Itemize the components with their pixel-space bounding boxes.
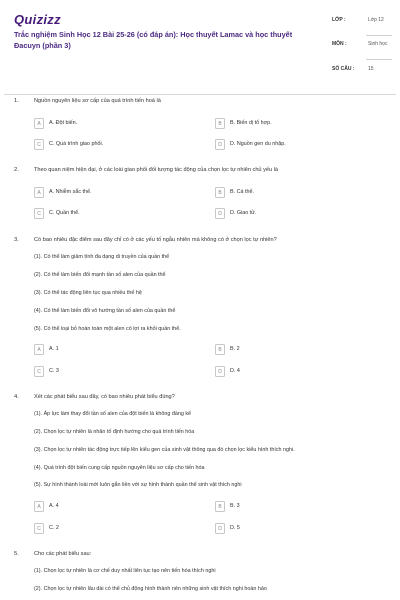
- option-b[interactable]: [215, 118, 365, 130]
- option-text: C. 2: [49, 525, 59, 531]
- statement: (4). Có thể làm biến đổi vô hướng tần số alen của quần thể: [34, 308, 176, 314]
- question-number: 5.: [14, 551, 19, 557]
- option-letter-box: A: [34, 501, 44, 512]
- statement: (1). Chọn lọc tự nhiên là cơ chế duy nhất liên tục tạo nên tiến hóa thích nghi: [34, 568, 216, 574]
- option-text: B. 2: [230, 346, 240, 352]
- quizizz-logo[interactable]: Quizizz: [14, 12, 61, 27]
- option-c[interactable]: [34, 523, 184, 535]
- option-letter-box: C: [34, 139, 44, 150]
- option-text: D. 4: [230, 368, 240, 374]
- question-number: 4.: [14, 394, 19, 400]
- statement: (3). Chọn lọc tự nhiên tác động trực tiếp lên kiểu gen của sinh vật thông qua đó chọn lọc kiểu hình thích nghi.: [34, 447, 295, 453]
- option-letter-box: A: [34, 344, 44, 355]
- statement: (1). Áp lực làm thay đổi tần số alen của đột biến là không đáng kể: [34, 411, 192, 417]
- option-letter-box: C: [34, 523, 44, 534]
- mon-value: Sinh học: [368, 41, 388, 47]
- question-text: Có bao nhiêu đặc điểm sau đây chỉ có ở các yếu tố ngẫu nhiên mà không có ở chọn lọc tự nhiên?: [34, 237, 277, 243]
- option-text: D. Giao tử.: [230, 210, 257, 216]
- option-b[interactable]: [215, 501, 365, 513]
- lop-value: Lớp 12: [368, 17, 384, 23]
- meta-divider: [366, 35, 392, 36]
- option-letter-box: B: [215, 501, 225, 512]
- statement: (2). Chọn lọc tự nhiên lâu dài có thể chủ động hình thành nên những sinh vật thích nghi hoàn hảo: [34, 586, 267, 592]
- option-d[interactable]: [215, 139, 365, 151]
- option-letter-box: D: [215, 139, 225, 150]
- option-text: A. 1: [49, 346, 59, 352]
- option-a[interactable]: [34, 187, 184, 199]
- option-c[interactable]: [34, 208, 184, 220]
- meta-divider: [366, 59, 392, 60]
- option-text: D. 5: [230, 525, 240, 531]
- option-b[interactable]: [215, 344, 365, 356]
- lop-label: LỚP :: [332, 17, 346, 23]
- question-number: 2.: [14, 167, 19, 173]
- statement: (1). Có thể làm giảm tính đa dạng di truyền của quần thể: [34, 254, 170, 260]
- statement: (2). Chọn lọc tự nhiên là nhân tố định hướng cho quá trình tiến hóa: [34, 429, 195, 435]
- quiz-title: Trắc nghiệm Sinh Học 12 Bài 25-26 (có đáp án): Học thuyết Lamac và học thuyết Đacuyn (phần 3): [14, 30, 293, 50]
- question-number: 3.: [14, 237, 19, 243]
- option-text: D. Nguồn gen du nhập.: [230, 141, 286, 147]
- option-letter-box: B: [215, 187, 225, 198]
- header-divider: [4, 94, 396, 95]
- option-text: B. Biến dị tổ hợp.: [230, 120, 272, 126]
- option-d[interactable]: [215, 208, 365, 220]
- option-letter-box: D: [215, 523, 225, 534]
- option-letter-box: C: [34, 366, 44, 377]
- option-letter-box: C: [34, 208, 44, 219]
- option-text: B. 3: [230, 503, 240, 509]
- question-text: Theo quan niệm hiện đại, ở các loài giao phối đối tượng tác động của chọn lọc tự nhiên chủ yếu là: [34, 167, 279, 173]
- option-a[interactable]: [34, 118, 184, 130]
- option-letter-box: D: [215, 208, 225, 219]
- statement: (2). Có thể làm biến đổi mạnh tần số alen của quần thể: [34, 272, 166, 278]
- socau-label: SỐ CÂU :: [332, 66, 355, 72]
- option-letter-box: A: [34, 118, 44, 129]
- statement: (5). Sự hình thành loài mới luôn gắn liền với sự hình thành quần thể sinh vật thích nghi: [34, 482, 242, 488]
- option-d[interactable]: [215, 523, 365, 535]
- question-number: 1.: [14, 98, 19, 104]
- option-letter-box: D: [215, 366, 225, 377]
- statement: (5). Có thể loại bỏ hoàn toàn một alen có lợi ra khỏi quần thể.: [34, 326, 181, 332]
- question-text: Nguồn nguyên liệu sơ cấp của quá trình tiến hoá là: [34, 98, 161, 104]
- option-text: C. 3: [49, 368, 59, 374]
- option-text: C. Quần thể.: [49, 210, 80, 216]
- option-text: C. Quá trình giao phối.: [49, 141, 104, 147]
- socau-value: 15: [368, 66, 374, 72]
- option-a[interactable]: [34, 344, 184, 356]
- mon-label: MÔN :: [332, 41, 347, 47]
- option-text: A. 4: [49, 503, 59, 509]
- option-c[interactable]: [34, 139, 184, 151]
- option-text: A. Đột biến.: [49, 120, 78, 126]
- question-text: Cho các phát biểu sau:: [34, 551, 92, 557]
- option-letter-box: B: [215, 118, 225, 129]
- option-c[interactable]: [34, 366, 184, 378]
- question-text: Xét các phát biểu sau đây, có bao nhiêu phát biểu đúng?: [34, 394, 175, 400]
- statement: (3). Có thể tác động liên tục qua nhiều thế hệ: [34, 290, 142, 296]
- option-letter-box: A: [34, 187, 44, 198]
- option-letter-box: B: [215, 344, 225, 355]
- option-a[interactable]: [34, 501, 184, 513]
- option-d[interactable]: [215, 366, 365, 378]
- option-b[interactable]: [215, 187, 365, 199]
- option-text: A. Nhiễm sắc thể.: [49, 189, 92, 195]
- option-text: B. Cá thể.: [230, 189, 254, 195]
- statement: (4). Quá trình đột biến cung cấp nguồn nguyên liệu sơ cấp cho tiến hóa: [34, 465, 205, 471]
